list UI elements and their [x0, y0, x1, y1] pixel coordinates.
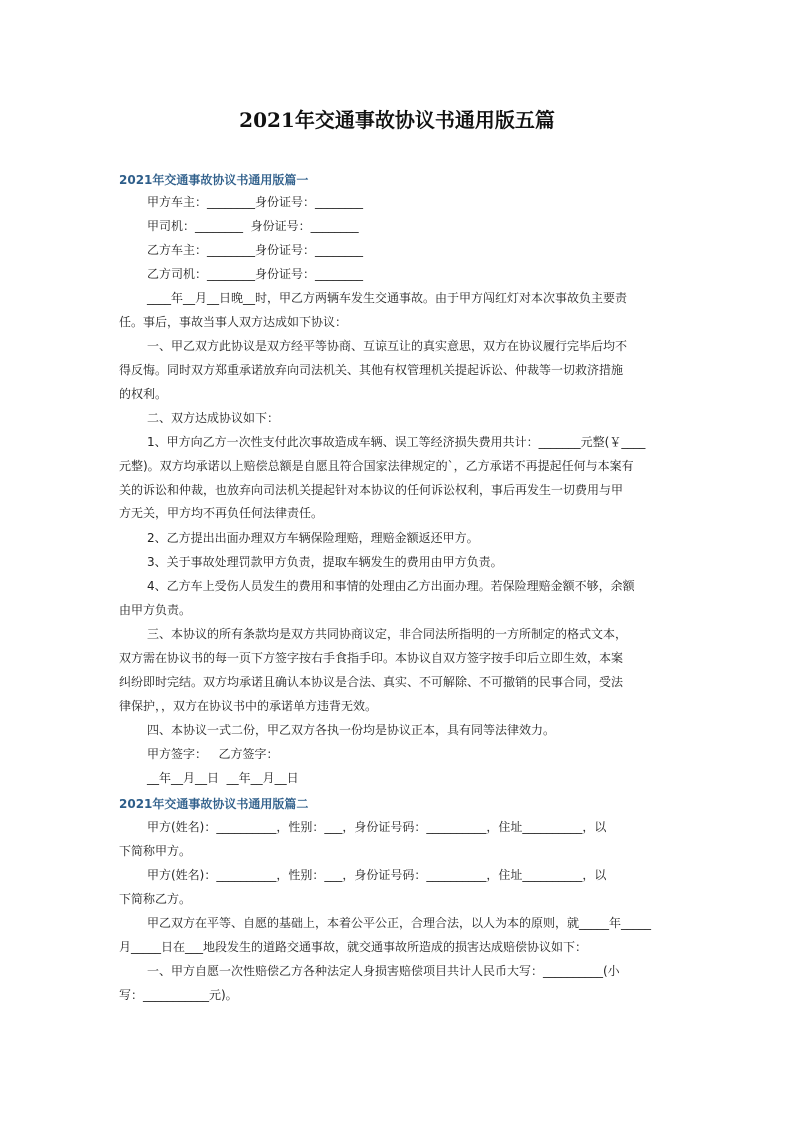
paragraph-line: 二、双方达成协议如下：	[147, 411, 280, 425]
date-line: __年__月__日 __年__月__日	[147, 771, 299, 785]
paragraph-line: 3、关于事故处理罚款甲方负责，提取车辆发生的费用由甲方负责。	[147, 555, 503, 569]
paragraph-line: 由甲方负责。	[119, 603, 192, 617]
paragraph-line: 甲方车主：________身份证号：________	[147, 195, 364, 209]
paragraph-line: 关的诉讼和仲裁，也放弃向司法机关提起针对本协议的任何诉讼权利，事后再发生一切费用与甲	[119, 483, 624, 497]
section-heading-2: 2021年交通事故协议书通用版篇二	[119, 797, 309, 811]
paragraph-line: 甲方(姓名)：__________，性别：___，身份证号码：__________，住址__________，以	[147, 868, 607, 882]
paragraph-line: 双方需在协议书的每一页下方签字按右手食指手印。本协议自双方签字按手印后立即生效，本案	[119, 651, 624, 665]
paragraph-line: 甲方(姓名)：__________，性别：___，身份证号码：__________，住址__________，以	[147, 820, 607, 834]
paragraph-line: 月_____日在___地段发生的道路交通事故，就交通事故所造成的损害达成赔偿协议如下：	[119, 940, 588, 954]
paragraph-line: 纠纷即时完结。双方均承诺且确认本协议是合法、真实、不可解除、不可撤销的民事合同，受法	[119, 675, 624, 689]
paragraph-line: 甲乙双方在平等、自愿的基础上，本着公平公正，合理合法，以人为本的原则，就_____年_____	[147, 916, 652, 930]
paragraph-line: 四、本协议一式二份，甲乙双方各执一份均是协议正本，具有同等法律效力。	[147, 723, 556, 737]
paragraph-line: 下简称乙方。	[119, 892, 192, 906]
paragraph-line: 4、乙方车上受伤人员发生的费用和事情的处理由乙方出面办理。若保险理赔金额不够，余额	[147, 579, 635, 593]
paragraph-line: 甲司机：________ 身份证号：________	[147, 219, 359, 233]
paragraph-line: 乙方车主：________身份证号：________	[147, 243, 364, 257]
signature-line: 甲方签字： 乙方签字：	[147, 747, 279, 761]
paragraph-line: 元整)。双方均承诺以上赔偿总额是自愿且符合国家法律规定的`，乙方承诺不再提起任何与本案有	[119, 459, 634, 473]
paragraph-line: 下简称甲方。	[119, 844, 192, 858]
paragraph-line: 乙方司机：________身份证号：________	[147, 267, 364, 281]
paragraph-line: 得反悔。同时双方郑重承诺放弃向司法机关、其他有权管理机关提起诉讼、仲裁等一切救济措施	[119, 363, 624, 377]
paragraph-line: 2、乙方提出出面办理双方车辆保险理赔，理赔金额返还甲方。	[147, 531, 479, 545]
paragraph-line: 一、甲方自愿一次性赔偿乙方各种法定人身损害赔偿项目共计人民币大写：__________(小	[147, 964, 620, 978]
paragraph-line: 一、甲乙双方此协议是双方经平等协商、互谅互让的真实意思，双方在协议履行完毕后均不	[147, 339, 628, 353]
paragraph-line: 任。事后，事故当事人双方达成如下协议：	[119, 315, 348, 329]
paragraph-line: 的权利。	[119, 387, 168, 401]
paragraph-line: 三、本协议的所有条款均是双方共同协商议定，非合同法所指明的一方所制定的格式文本，	[147, 627, 628, 641]
paragraph-line: 方无关，甲方均不再负任何法律责任。	[119, 506, 324, 520]
paragraph-line: 律保护，，双方在协议书中的承诺单方违背无效。	[119, 699, 378, 713]
paragraph-line: 写：___________元)。	[119, 988, 238, 1002]
section-heading-1: 2021年交通事故协议书通用版篇一	[119, 173, 309, 187]
document-title: 2021年交通事故协议书通用版五篇	[239, 108, 555, 132]
paragraph-line: 1、甲方向乙方一次性支付此次事故造成车辆、误工等经济损失费用共计：_______元整(￥____	[147, 435, 646, 449]
paragraph-line: ____年__月__日晚__时，甲乙方两辆车发生交通事故。由于甲方闯红灯对本次事故负主要责	[147, 291, 628, 305]
